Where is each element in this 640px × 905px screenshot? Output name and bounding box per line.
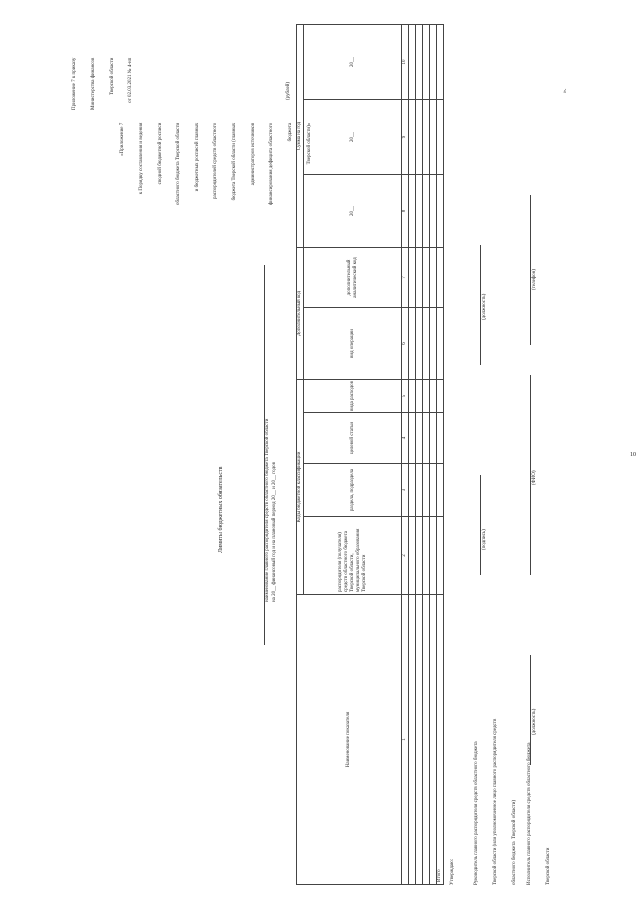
appendix-form-line: бюджета Тверской области (главных bbox=[232, 122, 238, 201]
header-year-1: 20__ bbox=[304, 175, 402, 248]
executor-block bbox=[515, 743, 565, 886]
appendix-form-line: сводной бюджетной росписи bbox=[157, 122, 163, 185]
header-sum-group: Сумма на год bbox=[297, 25, 304, 248]
header-extra-group: Дополнительный код bbox=[297, 248, 304, 380]
appendix-form-line: финансирования дефицита областного bbox=[269, 122, 275, 205]
col-num: 2 bbox=[402, 517, 409, 595]
page-number: 10 bbox=[630, 452, 636, 458]
appendix-line: Министерства финансов bbox=[91, 57, 97, 110]
appendix-line: Приложение 7 к приказу bbox=[72, 57, 78, 110]
appendix-note bbox=[60, 58, 147, 110]
col-num: 9 bbox=[402, 100, 409, 175]
table-row bbox=[416, 25, 423, 885]
appendix-form-line: бюджета bbox=[287, 122, 293, 142]
col-num: 6 bbox=[402, 308, 409, 380]
limits-table bbox=[296, 24, 444, 885]
header-target: целевой статьи bbox=[304, 413, 402, 464]
signature-caption: (подпись) bbox=[482, 529, 487, 550]
table-row bbox=[430, 25, 437, 885]
executor-line: Тверской области bbox=[546, 847, 552, 885]
head-line: Тверской области (или уполномоченное лицо главного распорядителя средств bbox=[493, 718, 499, 885]
executor-line: Исполнитель главного распорядителя средств областного бюджета bbox=[527, 742, 533, 885]
appendix-form-note bbox=[108, 123, 325, 205]
table-row bbox=[423, 25, 430, 885]
approved-label: Утверждаю: bbox=[450, 858, 455, 885]
exec-position-line bbox=[530, 655, 531, 765]
col-num: 3 bbox=[402, 464, 409, 517]
column-number-row bbox=[402, 25, 409, 885]
appendix-form-line: Тверской области)» bbox=[306, 122, 312, 165]
signature-line bbox=[480, 475, 481, 575]
head-line: Руководитель главного распорядителя средств областного бюджета bbox=[474, 741, 480, 885]
subtitle-org: наименование главного распорядителя средств областного бюджета Тверской области bbox=[265, 418, 270, 602]
exec-position-caption: (должность) bbox=[532, 708, 537, 735]
document-title: Лимиты бюджетных обязательств bbox=[218, 466, 224, 553]
col-num: 1 bbox=[402, 595, 409, 885]
position-line bbox=[480, 245, 481, 365]
table-row bbox=[409, 25, 416, 885]
header-codes-group: Коды бюджетной классификации bbox=[297, 380, 304, 595]
col-num: 4 bbox=[402, 413, 409, 464]
appendix-form-line: распорядителей средств областного bbox=[213, 122, 219, 199]
subtitle-period: на 20__ финансовый год и на плановый период 20__ и 20__ годов bbox=[272, 462, 277, 602]
position-caption: (должность) bbox=[482, 293, 487, 320]
closing-quote: ». bbox=[562, 88, 568, 93]
appendix-form-line: и бюджетных росписей главных bbox=[194, 122, 200, 192]
header-indicator: Наименование показателя bbox=[297, 595, 402, 885]
col-num: 7 bbox=[402, 248, 409, 308]
exec-fio-caption: (ФИО) bbox=[532, 470, 537, 485]
total-label: Итого bbox=[437, 595, 444, 885]
total-row bbox=[437, 25, 444, 885]
head-line: областного бюджета Тверской области) bbox=[511, 799, 517, 885]
col-num: 8 bbox=[402, 175, 409, 248]
units-label: (рублей) bbox=[286, 81, 291, 100]
col-num: 5 bbox=[402, 380, 409, 413]
header-expense-type: вида расходов bbox=[304, 380, 402, 413]
header-year-3: 20__ bbox=[304, 25, 402, 100]
appendix-line: от 02.03.2021 № 4-нп bbox=[128, 57, 134, 103]
exec-phone-caption: (телефон) bbox=[532, 269, 537, 290]
appendix-line: Тверской области bbox=[109, 57, 115, 96]
header-year-2: 20__ bbox=[304, 100, 402, 175]
appendix-form-line: областного бюджета Тверской области bbox=[176, 122, 182, 205]
header-gr-code: распорядителя (получателя) средств областного бюджета Тверской области, муниципального образования Тверской области bbox=[304, 517, 402, 595]
header-analytic-code: дополнительный аналитический код bbox=[304, 248, 402, 308]
exec-fio-line bbox=[530, 375, 531, 575]
appendix-form-line: «Приложение 7 bbox=[120, 122, 126, 156]
header-operation: вид операции bbox=[304, 308, 402, 380]
appendix-form-line: к Порядку составления и ведения bbox=[139, 122, 145, 195]
col-num: 10 bbox=[402, 25, 409, 100]
exec-phone-line bbox=[530, 195, 531, 345]
appendix-form-line: администраторов источников bbox=[250, 122, 256, 186]
header-section: раздела, подраздела bbox=[304, 464, 402, 517]
